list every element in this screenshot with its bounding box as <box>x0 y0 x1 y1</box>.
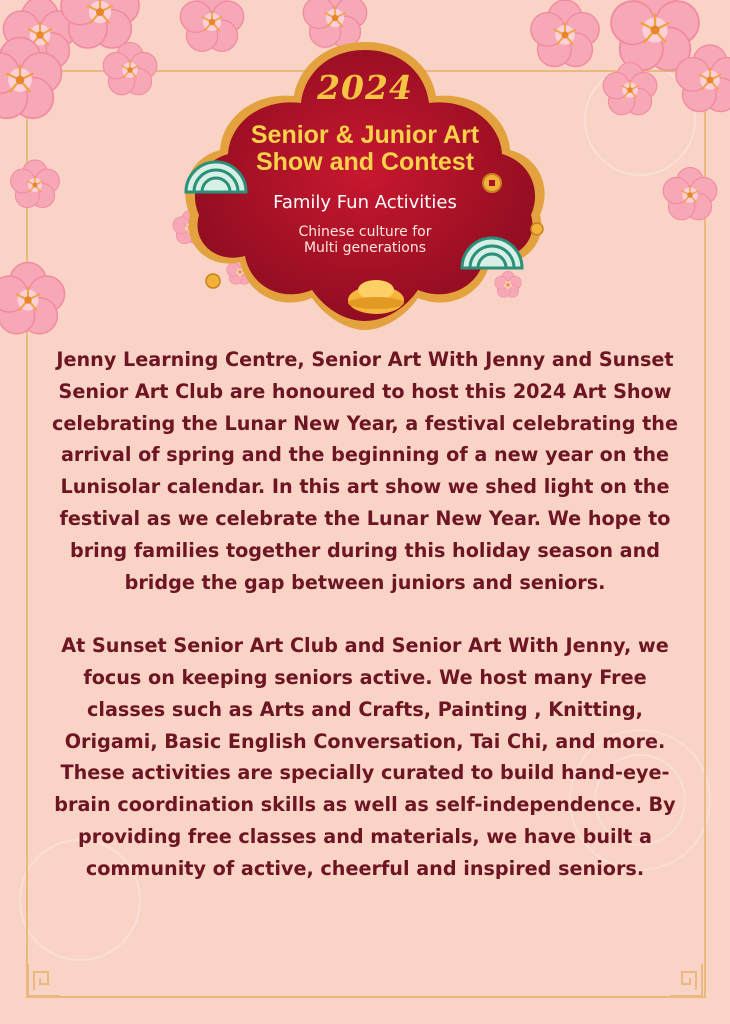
event-title-line-2: Show and Contest <box>255 148 475 176</box>
intro-paragraph: Jenny Learning Centre, Senior Art With Jenny and Sunset Senior Art Club are honoured to host this 2024 Art Show celebrating the Lunar New Year, a festival celebrating the arrival of spring and the beginning of a new year on the Lunisolar calendar. In this art show we shed light on the festival as we celebrate the Lunar New Year. We hope to bring families together during this holiday season and bridge the gap between juniors and seniors. <box>52 348 678 594</box>
event-title <box>0 122 730 176</box>
bottom-right-corner-ornament <box>662 956 706 1000</box>
classes-paragraph: At Sunset Senior Art Club and Senior Art With Jenny, we focus on keeping seniors active. We host many Free classes such as Arts and Crafts, Painting , Knitting, Origami, Basic English Conversation, Tai Chi, and more. These activities are specially curated to build hand-eye-brain coordination skills as well as self-independence. By providing free classes and materials, we have built a community of active, cheerful and inspired seniors. <box>54 634 676 880</box>
gold-coin-icon <box>483 174 501 192</box>
bottom-left-corner-ornament <box>24 956 68 1000</box>
event-year: 2024 <box>317 68 413 107</box>
tagline-line-1: Chinese culture for <box>298 224 432 240</box>
description-body <box>46 344 684 885</box>
event-tagline <box>0 224 730 256</box>
event-title-line-1: Senior & Junior Art <box>250 121 480 149</box>
event-subtitle: Family Fun Activities <box>273 192 457 213</box>
tagline-line-2: Multi generations <box>303 240 427 256</box>
